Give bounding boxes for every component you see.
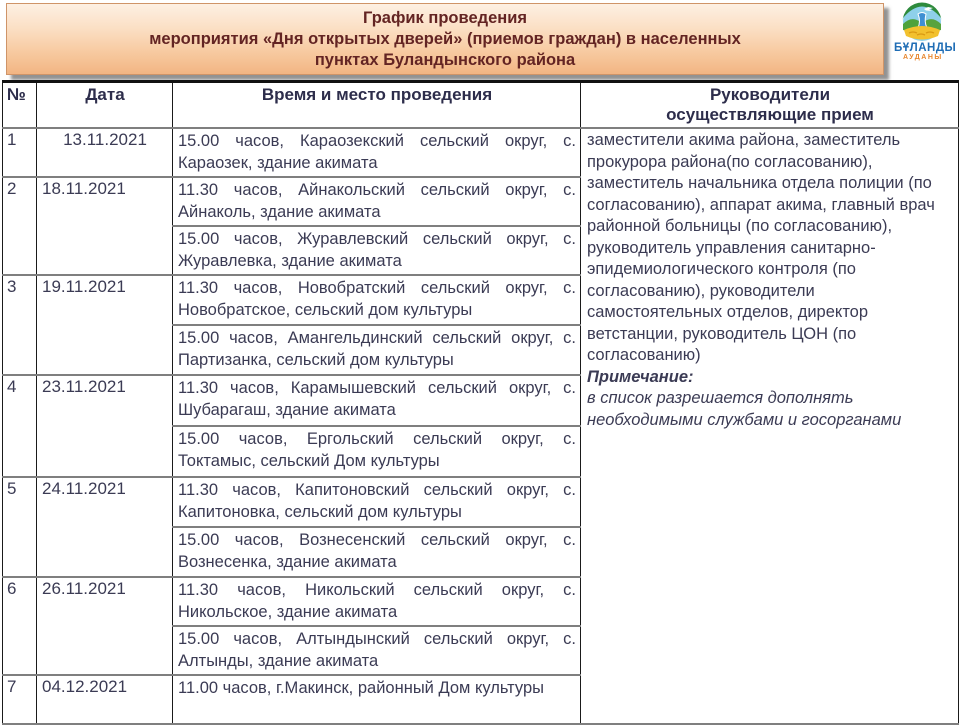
row-num: 6 <box>3 577 37 675</box>
row-event: 15.00 часов, Журавлевский сельский округ, с. Журавлевка, здание акимата <box>173 226 581 275</box>
row-date: 13.11.2021 <box>37 128 173 177</box>
row-num: 2 <box>3 177 37 275</box>
row-num: 4 <box>3 375 37 477</box>
row-num: 3 <box>3 275 37 375</box>
row-event: 15.00 часов, Ергольский сельский округ, с. Токтамыс, сельский Дом культуры <box>173 426 581 477</box>
logo-title: БҰЛАНДЫ <box>894 42 957 54</box>
note-label: Примечание: <box>587 367 694 386</box>
title-banner <box>6 3 884 75</box>
logo-subtitle: АУДАНЫ <box>903 54 943 61</box>
row-num: 7 <box>3 675 37 724</box>
banner-line-2: мероприятия «Дня открытых дверей» (приемов граждан) в населенных <box>149 29 741 48</box>
row-date: 04.12.2021 <box>37 675 173 724</box>
header-time-place: Время и место проведения <box>173 82 581 129</box>
table-header-row <box>3 82 959 129</box>
district-logo <box>893 0 960 68</box>
row-date: 23.11.2021 <box>37 375 173 477</box>
row-date: 18.11.2021 <box>37 177 173 275</box>
row-event: 15.00 часов, Вознесенский сельский округ, с. Вознесенка, здание акимата <box>173 527 581 577</box>
row-num: 5 <box>3 477 37 577</box>
row-date: 26.11.2021 <box>37 577 173 675</box>
header-leaders-line1: Руководители <box>709 85 831 104</box>
note-text: в список разрешается дополнять необходимыми службами и госорганами <box>587 389 902 429</box>
row-event: 11.30 часов, Карамышевский сельский округ, с. Шубарагаш, здание акимата <box>173 375 581 426</box>
row-event: 11.30 часов, Айнакольский сельский округ, с. Айнаколь, здание акимата <box>173 177 581 226</box>
district-emblem-icon <box>899 2 945 42</box>
schedule-table-wrapper <box>2 80 959 725</box>
banner-line-3: пунктах Буландынского района <box>314 50 576 69</box>
header-num: № <box>3 82 37 129</box>
row-event: 15.00 часов, Алтындынский сельский округ, с. Алтынды, здание акимата <box>173 626 581 675</box>
row-num: 1 <box>3 128 37 177</box>
row-event: 15.00 часов, Амангельдинский сельский округ, с. Партизанка, сельский дом культуры <box>173 325 581 375</box>
table-row <box>3 128 959 177</box>
header-date: Дата <box>37 82 173 129</box>
leaders-cell <box>581 128 959 724</box>
header-leaders <box>581 82 959 129</box>
row-event: 11.30 часов, Капитоновский сельский округ, с. Капитоновка, сельский дом культуры <box>173 477 581 527</box>
banner-line-1: График проведения <box>362 8 528 27</box>
header-leaders-line2: осуществляющие прием <box>666 105 874 124</box>
row-event: 11.30 часов, Никольский сельский округ, с. Никольское, здание акимата <box>173 577 581 626</box>
row-event: 11.30 часов, Новобратский сельский округ, с. Новобратское, сельский дом культуры <box>173 275 581 325</box>
schedule-table <box>2 80 959 725</box>
leaders-text: заместители акима района, заместитель прокурора района(по согласованию), заместитель начальника отдела полиции (по согласованию), аппарат акима, главный врач районной больницы (по согласованию), руководитель управления санитарно-эпидемиологического контроля (по согласованию), руководители самостоятельных отделов, директор ветстанции, руководитель ЦОН (по согласованию) <box>587 131 935 364</box>
row-date: 24.11.2021 <box>37 477 173 577</box>
row-event: 11.00 часов, г.Макинск, районный Дом культуры <box>173 675 581 724</box>
row-date: 19.11.2021 <box>37 275 173 375</box>
row-event: 15.00 часов, Караозекский сельский округ, с. Караозек, здание акимата <box>173 128 581 177</box>
